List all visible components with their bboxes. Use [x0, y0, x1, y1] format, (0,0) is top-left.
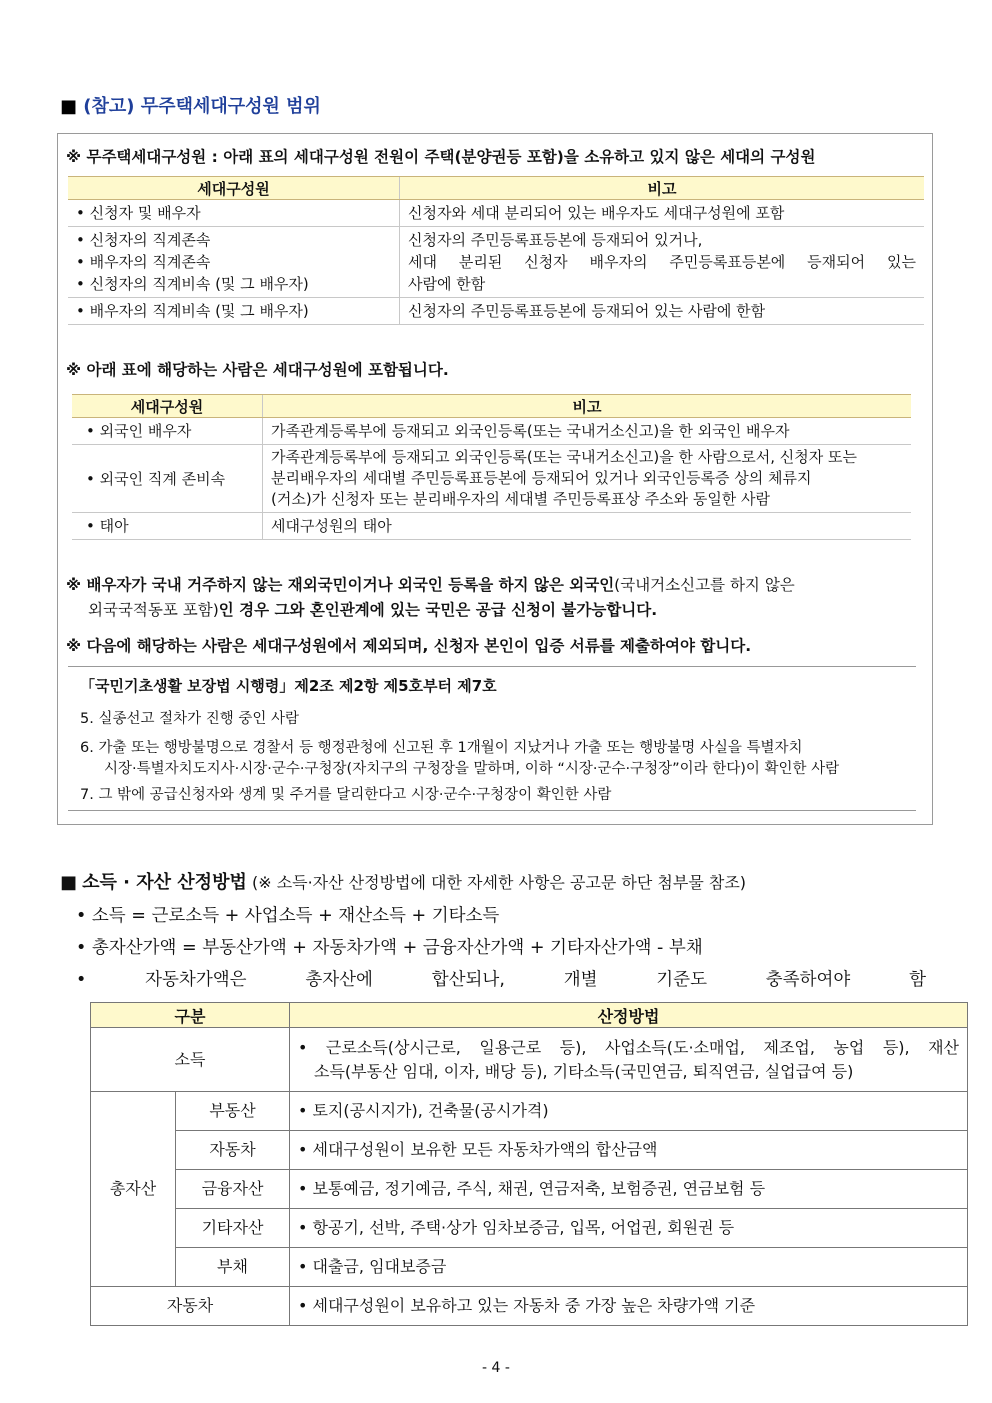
col-header-member: 세대구성원	[72, 395, 263, 418]
col-header-category: 구분	[91, 1003, 290, 1028]
table-row: 부채 • 대출금, 임대보증금	[91, 1248, 968, 1287]
table-row: • 태아 세대구성원의 태아	[72, 513, 911, 540]
section1-title: ■ (참고) 무주택세대구성원 범위	[60, 96, 321, 117]
foreign-member-table	[72, 394, 911, 540]
table-row: 자동차 • 세대구성원이 보유하고 있는 자동차 중 가장 높은 차량가액 기준	[91, 1287, 968, 1326]
table-row: 자동차 • 세대구성원이 보유한 모든 자동차가액의 합산금액	[91, 1131, 968, 1170]
note-excluded-members: ※ 다음에 해당하는 사람은 세대구성원에서 제외되며, 신청자 본인이 입증 서류를 제출하여야 합니다.	[66, 637, 752, 655]
col-header-member: 세대구성원	[68, 177, 400, 200]
divider	[68, 666, 916, 667]
law-title: 「국민기초생활 보장법 시행령」제2조 제2항 제5호부터 제7호	[80, 677, 497, 695]
col-header-remark: 비고	[263, 395, 912, 418]
section2-title: ■ 소득 · 자산 산정방법 (※ 소득·자산 산정방법에 대한 자세한 사항은 공고문 하단 첨부물 참조)	[60, 872, 747, 893]
note-included-members: ※ 아래 표에 해당하는 사람은 세대구성원에 포함됩니다.	[66, 361, 449, 379]
col-header-remark: 비고	[400, 177, 925, 200]
law-item-6-cont: 시장·특별자치도지사·시장·군수·구청장(자치구의 구청장을 말하며, 이하 “시장·군수·구청장”이라 한다)이 확인한 사람	[104, 761, 840, 777]
divider	[68, 810, 916, 811]
col-header-method: 산정방법	[290, 1003, 968, 1028]
note-foreign-spouse-cont: 외국국적동포 포함)인 경우 그와 혼인관계에 있는 국민은 공급 신청이 불가능합니다.	[88, 601, 658, 619]
household-member-table	[68, 176, 924, 325]
law-item-5: 5. 실종선고 절차가 진행 중인 사람	[80, 711, 299, 727]
table-row: • 신청자의 직계존속 • 배우자의 직계존속 • 신청자의 직계비속 (및 그 배우자) 신청자의 주민등록표등본에 등재되어 있거나, 세대 분리된 신청자 배우자의 주민등록표등본에 등재되어 있는 사람에 한함	[68, 227, 924, 298]
table-row: • 외국인 직계 존비속 가족관계등록부에 등재되고 외국인등록(또는 국내거소신고)을 한 사람으로서, 신청자 또는 분리배우자의 세대별 주민등록표등본에 등재되어 있거나 외국인등록증 상의 체류지 (거소)가 신청자 또는 분리배우자의 세대별 주민등록표상 주소와 동일한 사람	[72, 445, 911, 513]
table-row: • 배우자의 직계비속 (및 그 배우자) 신청자의 주민등록표등본에 등재되어 있는 사람에 한함	[68, 298, 924, 325]
bullet-total-assets: • 총자산가액 = 부동산가액 + 자동차가액 + 금융자산가액 + 기타자산가액 - 부채	[76, 938, 703, 958]
table-row: 총자산 부동산 • 토지(공시지가), 건축물(공시가격)	[91, 1092, 968, 1131]
page-number: - 4 -	[482, 1360, 510, 1376]
table-row: • 외국인 배우자 가족관계등록부에 등재되고 외국인등록(또는 국내거소신고)을 한 외국인 배우자	[72, 418, 911, 445]
table-row: 금융자산 • 보통예금, 정기예금, 주식, 채권, 연금저축, 보험증권, 연금보험 등	[91, 1170, 968, 1209]
law-item-7: 7. 그 밖에 공급신청자와 생계 및 주거를 달리한다고 시장·군수·구청장이 확인한 사람	[80, 787, 612, 803]
note-foreign-spouse: ※ 배우자가 국내 거주하지 않는 재외국민이거나 외국인 등록을 하지 않은 외국인(국내거소신고를 하지 않은	[66, 576, 795, 594]
table-row: • 신청자 및 배우자 신청자와 세대 분리되어 있는 배우자도 세대구성원에 포함	[68, 200, 924, 227]
table-row: 기타자산 • 항공기, 선박, 주택·상가 임차보증금, 입목, 어업권, 회원권 등	[91, 1209, 968, 1248]
note-no-house-member: ※ 무주택세대구성원 : 아래 표의 세대구성원 전원이 주택(분양권등 포함)을 소유하고 있지 않은 세대의 구성원	[66, 148, 816, 166]
bullet-car-value: • 자동차가액은 총자산에 합산되나, 개별 기준도 충족하여야 함	[76, 970, 926, 990]
bullet-income: • 소득 = 근로소득 + 사업소득 + 재산소득 + 기타소득	[76, 906, 500, 926]
calculation-method-table	[90, 1002, 968, 1326]
table-row: 소득 • 근로소득(상시근로, 일용근로 등), 사업소득(도·소매업, 제조업, 농업 등), 재산 소득(부동산 임대, 이자, 배당 등), 기타소득(국민연금, 퇴직연금, 실업급여 등)	[91, 1028, 968, 1092]
law-item-6: 6. 가출 또는 행방불명으로 경찰서 등 행정관청에 신고된 후 1개월이 지났거나 가출 또는 행방불명 사실을 특별자치	[80, 740, 803, 756]
